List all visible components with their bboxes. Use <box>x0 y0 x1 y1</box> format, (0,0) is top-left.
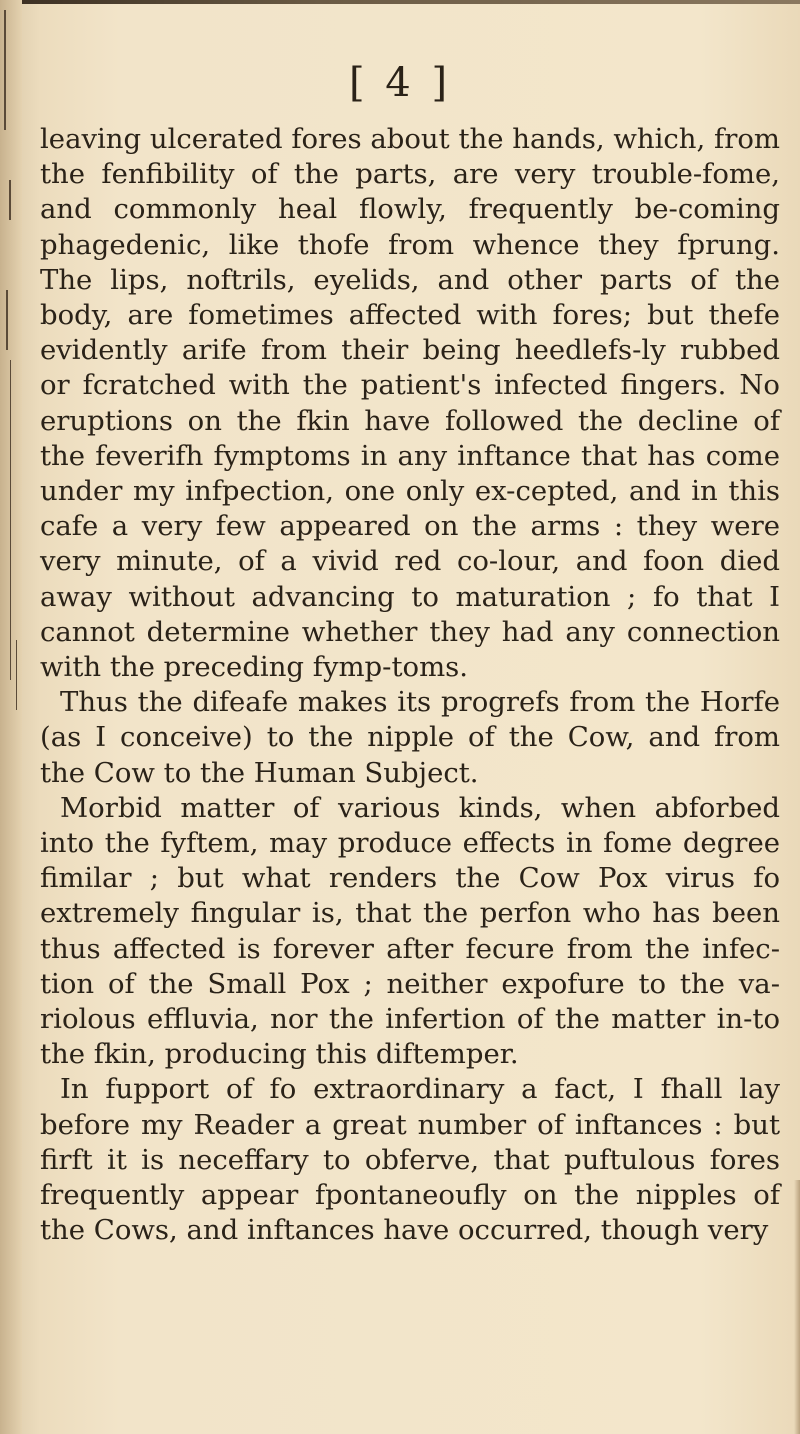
binding-gutter <box>0 0 22 1434</box>
paragraph-3: Morbid matter of various kinds, when abforbed into the fyftem, may produce effects in fome degree fimilar ; but what renders the Cow Pox virus fo extremely fingular is, that the perfon who has been thus affected is forever after fecure from the infec-tion of the Small Pox ; neither expofure to the va-riolous effluvia, nor the infertion of the matter in-to the fkin, producing this diftemper. <box>40 791 780 1071</box>
paragraph-4: In fupport of fo extraordinary a fact, I fhall lay before my Reader a great number of inftances : but firft it is neceffary to obferve, that puftulous fores frequently appear fpontaneoufly on the nipples of the Cows, and inftances have occurred, though very <box>40 1073 780 1247</box>
paragraph-2: Thus the difeafe makes its progrefs from the Horfe (as I conceive) to the nipple of the Cow, and from the Cow to the Human Subject. <box>40 686 780 789</box>
page-body-text <box>40 122 780 1249</box>
page-edge-shadow <box>794 1180 800 1434</box>
page-number-header: [ 4 ] <box>348 60 452 106</box>
paragraph-1: leaving ulcerated fores about the hands, which, from the fenfibility of the parts, are very trouble-fome, and commonly heal flowly, frequently be-coming phagedenic, like thofe from whence they fprung. The lips, noftrils, eyelids, and other parts of the body, are fometimes affected with fores; but thefe evidently arife from their being heedlefs-ly rubbed or fcratched with the patient's infected fingers. No eruptions on the fkin have followed the decline of the feverifh fymptoms in any inftance that has come under my infpection, one only ex-cepted, and in this cafe a very few appeared on the arms : they were very minute, of a vivid red co-lour, and foon died away without advancing to maturation ; fo that I cannot determine whether they had any connection with the preceding fymp-toms. <box>40 123 780 684</box>
top-edge-shadow <box>0 0 800 4</box>
